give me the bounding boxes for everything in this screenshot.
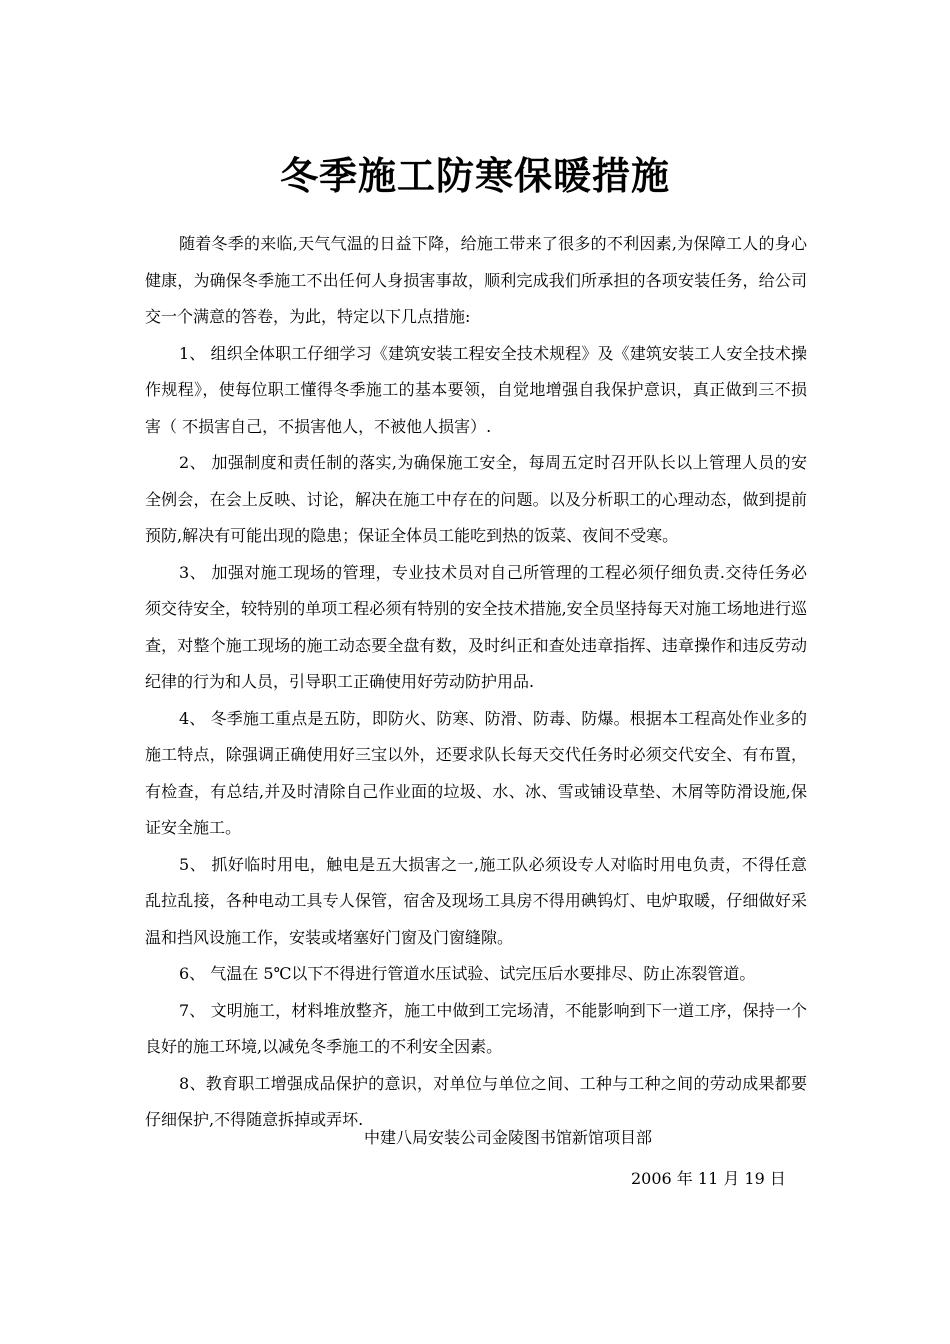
measure-3-paragraph: 3、 加强对施工现场的管理，专业技术员对自己所管理的工程必须仔细负责.交待任务必须交待安全，较特别的单项工程必须有特别的安全技术措施,安全员坚持每天对施工场地进行巡查，对整个施工现场的施工动态要全盘有数，及时纠正和查处违章指挥、违章操作和违反劳动纪律的行为和人员，引导职工正确使用好劳动防护用品.	[145, 562, 807, 691]
measure-8-paragraph: 8、教育职工增强成品保护的意识，对单位与单位之间、工种与工种之间的劳动成果都要仔细保护,不得随意拆掉或弄坏.	[145, 1073, 807, 1129]
measure-6-paragraph: 6、 气温在 5℃以下不得进行管道水压试验、试完压后水要排尽、防止冻裂管道。	[179, 964, 756, 983]
measure-7-paragraph: 7、 文明施工，材料堆放整齐，施工中做到工完场清，不能影响到下一道工序，保持一个良好的施工环境,以减免冬季施工的不利安全因素。	[145, 1000, 807, 1056]
measure-5-paragraph: 5、 抓好临时用电，触电是五大损害之一,施工队必须设专人对临时用电负责，不得任意乱拉乱接，各种电动工具专人保管，宿舍及现场工具房不得用碘钨灯、电炉取暖，仔细做好采温和挡风设施工作，安装或堵塞好门窗及门窗缝隙。	[145, 854, 807, 947]
document-title: 冬季施工防寒保暖措施	[279, 154, 670, 198]
measure-2-paragraph: 2、 加强制度和责任制的落实,为确保施工安全，每周五定时召开队长以上管理人员的安全例会，在会上反映、讨论，解决在施工中存在的问题。以及分析职工的心理动态，做到提前预防,解决有可能出现的隐患；保证全体员工能吃到热的饭菜、夜间不受寒。	[145, 453, 807, 545]
signature-organization: 中建八局安装公司金陵图书馆新馆项目部	[364, 1128, 653, 1147]
signature-date: 2006 年 11 月 19 日	[631, 1169, 786, 1188]
intro-paragraph: 随着冬季的来临,天气气温的日益下降，给施工带来了很多的不利因素,为保障工人的身心健康，为确保冬季施工不出任何人身损害事故，顺利完成我们所承担的各项安装任务，给公司交一个满意的答卷，为此，特定以下几点措施:	[145, 234, 807, 326]
measure-1-paragraph: 1、 组织全体职工仔细学习《建筑安装工程安全技术规程》及《建筑安装工人安全技术操作规程》，使每位职工懂得冬季施工的基本要领，自觉地增强自我保护意识，真正做到三不损害（ 不损害自己，不损害他人，不被他人损害）.	[145, 343, 807, 436]
measure-4-paragraph: 4、 冬季施工重点是五防，即防火、防寒、防滑、防毒、防爆。根据本工程高处作业多的施工特点，除强调正确使用好三宝以外，还要求队长每天交代任务时必须交代安全、有布置，有检查，有总结,并及时清除自己作业面的垃圾、水、冰、雪或铺设草垫、木屑等防滑设施,保证安全施工。	[145, 708, 807, 837]
document-body	[145, 226, 807, 1139]
